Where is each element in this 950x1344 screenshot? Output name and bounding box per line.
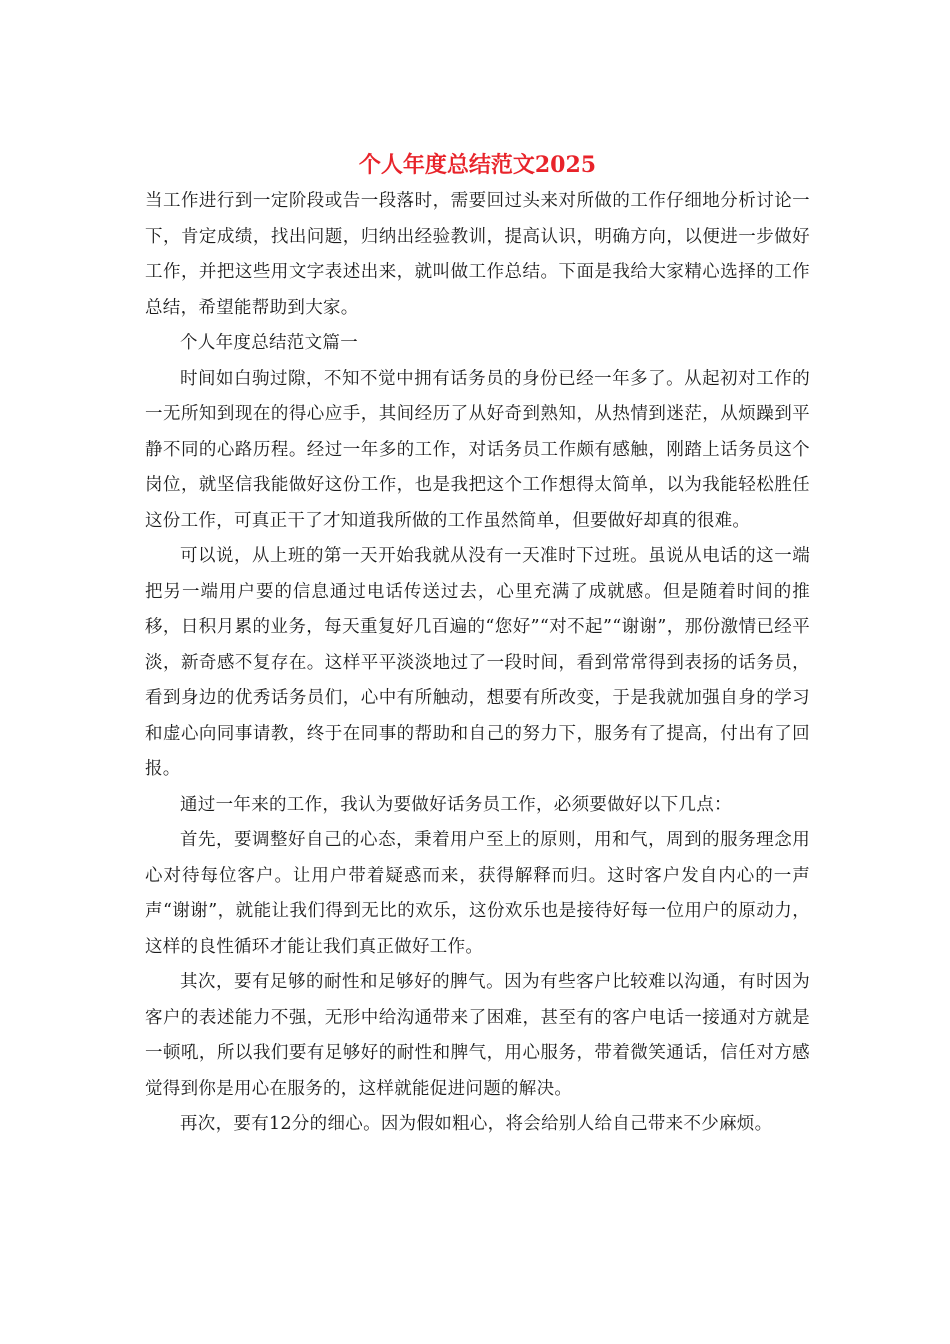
paragraph: 首先，要调整好自己的心态，秉着用户至上的原则，用和气，周到的服务理念用心对待每位客户。让用户带着疑惑而来，获得解释而归。这时客户发自内心的一声声“谢谢”，就能让我们得到无比的欢乐，这份欢乐也是接待好每一位用户的原动力，这样的良性循环才能让我们真正做好工作。 <box>145 830 810 957</box>
section-heading: 个人年度总结范文篇一 <box>180 333 358 353</box>
paragraph: 通过一年来的工作，我认为要做好话务员工作，必须要做好以下几点： <box>180 794 732 815</box>
document-page <box>145 150 810 1143</box>
paragraph-intro: 当工作进行到一定阶段或告一段落时，需要回过头来对所做的工作仔细地分析讨论一下，肯定成绩，找出问题，归纳出经验教训，提高认识，明确方向，以便进一步做好工作，并把这些用文字表述出来，就叫做工作总结。下面是我给大家精心选择的工作总结，希望能帮助到大家。 <box>145 191 810 318</box>
paragraph: 时间如白驹过隙，不知不觉中拥有话务员的身份已经一年多了。从起初对工作的一无所知到现在的得心应手，其间经历了从好奇到熟知，从热情到迷茫，从烦躁到平静不同的心路历程。经过一年多的工作，对话务员工作颇有感触，刚踏上话务员这个岗位，就坚信我能做好这份工作，也是我把这个工作想得太简单，以为我能轻松胜任这份工作，可真正干了才知道我所做的工作虽然简单，但要做好却真的很难。 <box>145 368 810 531</box>
paragraph: 其次，要有足够的耐性和足够好的脾气。因为有些客户比较难以沟通，有时因为客户的表述能力不强，无形中给沟通带来了困难，甚至有的客户电话一接通对方就是一顿吼，所以我们要有足够好的耐性和脾气，用心服务，带着微笑通话，信任对方感觉得到你是用心在服务的，这样就能促进问题的解决。 <box>145 972 810 1099</box>
document-title: 个人年度总结范文2025 <box>358 152 597 178</box>
paragraph: 可以说，从上班的第一天开始我就从没有一天准时下过班。虽说从电话的这一端把另一端用户要的信息通过电话传送过去，心里充满了成就感。但是随着时间的推移，日积月累的业务，每天重复好几百遍的“您好”“对不起”“谢谢”，那份激情已经平淡，新奇感不复存在。这样平平淡淡地过了一段时间，看到常常得到表扬的话务员，看到身边的优秀话务员们，心中有所触动，想要有所改变，于是我就加强自身的学习和虚心向同事请教，终于在同事的帮助和自己的努力下，服务有了提高，付出有了回报。 <box>145 546 810 779</box>
paragraph: 再次，要有12分的细心。因为假如粗心，将会给别人给自己带来不少麻烦。 <box>180 1114 773 1134</box>
